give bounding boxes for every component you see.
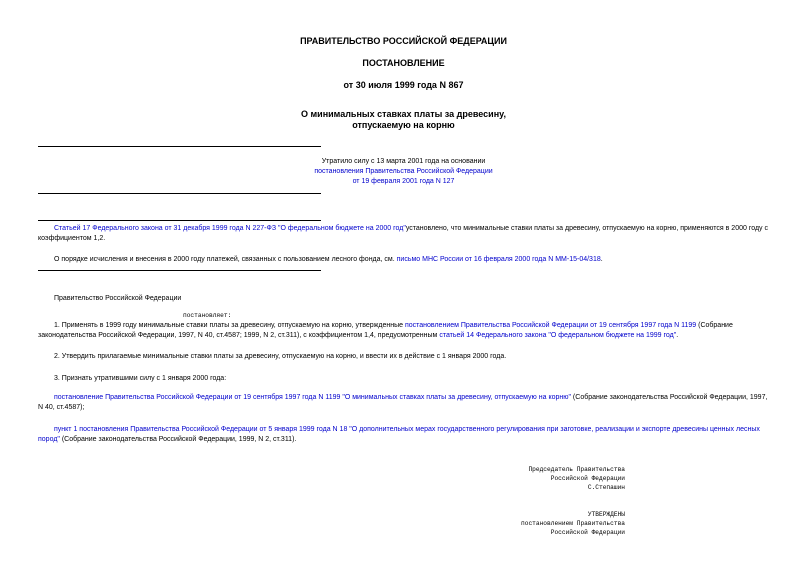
p1-text-b: (Собрание законодательства Российской Федерации, 1997, N 40, ст.4587; 1999, N 2, ст.311), с коэффициентом 1,4, предусмотренным — [38, 322, 733, 339]
date-number-heading: от 30 июля 1999 года N 867 — [343, 80, 464, 90]
status-note-link-2[interactable]: от 19 февраля 2001 года N 127 — [352, 178, 455, 185]
p4-link[interactable]: постановление Правительства Российской Федерации от 19 сентября 1997 года N 1199 "О минимальных ставках платы за древесину, отпускаемую на корню" — [54, 394, 571, 401]
signature-line-3: С.Степашин — [587, 484, 625, 491]
signature-block — [517, 465, 625, 492]
divider-status-bottom — [38, 193, 321, 194]
approved-block — [495, 510, 625, 537]
status-note-link-wrap-2 — [0, 177, 807, 187]
approved-line-3: Российской Федерации — [550, 529, 625, 536]
p1-text-c: . — [676, 332, 679, 339]
paragraph-2: 2. Утвердить прилагаемые минимальные ставки платы за древесину, отпускаемую на корню, и ввести их в действие с 1 января 2000 года. — [54, 353, 507, 360]
signature-line-2: Российской Федерации — [550, 475, 625, 482]
decides-text: постановляет: — [183, 312, 232, 319]
note-2-link[interactable]: письмо МНС России от 16 февраля 2000 года N ММ-15-04/318 — [396, 256, 601, 263]
note-2 — [38, 255, 768, 265]
title-line-2: отпускаемую на корню — [352, 120, 455, 130]
p4-tail: (Собрание законодательства Российской Федерации, 1997, N 40, ст.4587); — [38, 394, 768, 411]
title-line-1: О минимальных ставках платы за древесину, — [301, 109, 506, 119]
divider-note-top — [38, 220, 321, 221]
divider-note-bottom — [38, 270, 321, 271]
doc-type-heading: ПОСТАНОВЛЕНИЕ — [362, 58, 445, 68]
status-note-link-1[interactable]: постановления Правительства Российской Федерации — [314, 168, 493, 175]
signature-line-1: Председатель Правительства — [528, 466, 625, 473]
status-note-link-wrap — [0, 167, 807, 177]
divider-top — [38, 146, 321, 147]
paragraph-3: 3. Признать утратившими силу с 1 января 2000 года: — [54, 375, 227, 382]
note-2-text: О порядке исчисления и внесения в 2000 году платежей, связанных с пользованием лесного фонда, см. — [54, 256, 397, 263]
note-1-link[interactable]: Статьей 17 Федерального закона от 31 декабря 1999 года N 227-ФЗ "О федеральном бюджете на 2000 год" — [54, 225, 406, 232]
org-heading: ПРАВИТЕЛЬСТВО РОССИЙСКОЙ ФЕДЕРАЦИИ — [300, 36, 507, 46]
status-note-text: Утратило силу с 13 марта 2001 года на основании — [321, 158, 486, 165]
p5-link[interactable]: пункт 1 постановления Правительства Российской Федерации от 5 января 1999 года N 18 "О дополнительных мерах государственного регулирования при заготовке, реализации и экспорте древесины ценных лесных пород" — [38, 426, 760, 443]
note-1-text: установлено, что минимальные ставки платы за древесину, отпускаемую на корню, применяются в 2000 году с коэффициентом 1,2. — [38, 225, 768, 242]
p1-link-1[interactable]: постановлением Правительства Российской Федерации от 19 сентября 1997 года N 1199 — [404, 322, 697, 329]
p1-link-2[interactable]: статьей 14 Федерального закона "О федеральном бюджете на 1999 год" — [439, 332, 677, 339]
paragraph-5 — [38, 425, 768, 445]
note-2-tail: . — [600, 256, 603, 263]
approved-line-2: постановлением Правительства — [521, 520, 625, 527]
intro-text: Правительство Российской Федерации — [54, 295, 182, 302]
paragraph-1 — [38, 321, 768, 341]
note-1 — [38, 224, 768, 244]
p1-text-a: 1. Применять в 1999 году минимальные ставки платы за древесину, отпускаемую на корню, утвержденные — [54, 322, 405, 329]
paragraph-4 — [38, 393, 768, 413]
p5-tail: (Собрание законодательства Российской Федерации, 1999, N 2, ст.311). — [59, 436, 297, 443]
approved-line-1: УТВЕРЖДЕНЫ — [587, 511, 625, 518]
